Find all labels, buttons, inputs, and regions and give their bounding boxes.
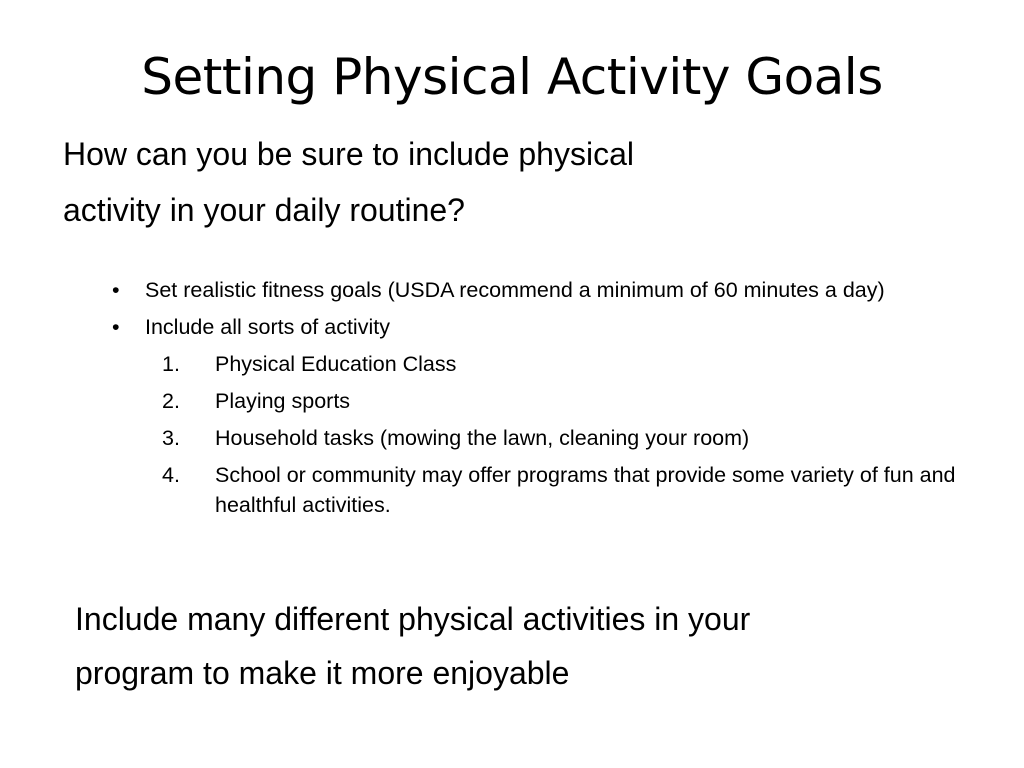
numbered-text: Household tasks (mowing the lawn, cleaning your room) xyxy=(215,426,750,450)
slide-title: Setting Physical Activity Goals xyxy=(141,48,883,106)
numbered-item xyxy=(112,386,982,416)
numbered-item xyxy=(112,460,982,520)
intro-question-line: activity in your daily routine? xyxy=(63,192,465,228)
bullet-item xyxy=(112,275,982,305)
numbered-text: School or community may offer programs that provide some variety of fun and healthful activities. xyxy=(215,463,956,517)
number-marker: 2. xyxy=(162,389,180,413)
number-marker: 1. xyxy=(162,352,180,376)
bullet-text: Include all sorts of activity xyxy=(145,315,390,339)
bullet-text: Set realistic fitness goals (USDA recommend a minimum of 60 minutes a day) xyxy=(145,278,885,302)
conclusion-text xyxy=(75,592,955,700)
number-marker: 4. xyxy=(162,463,180,487)
numbered-text: Playing sports xyxy=(215,389,351,413)
bullet-marker: • xyxy=(112,315,120,339)
bullet-list xyxy=(112,275,982,527)
numbered-list xyxy=(112,349,982,520)
numbered-item xyxy=(112,423,982,453)
numbered-item xyxy=(112,349,982,379)
conclusion-line: Include many different physical activities in your xyxy=(75,601,751,637)
conclusion-line: program to make it more enjoyable xyxy=(75,655,570,691)
bullet-marker: • xyxy=(112,278,120,302)
intro-question-line: How can you be sure to include physical xyxy=(63,136,634,172)
bullet-item xyxy=(112,312,982,342)
numbered-text: Physical Education Class xyxy=(215,352,457,376)
intro-question xyxy=(63,126,783,238)
number-marker: 3. xyxy=(162,426,180,450)
